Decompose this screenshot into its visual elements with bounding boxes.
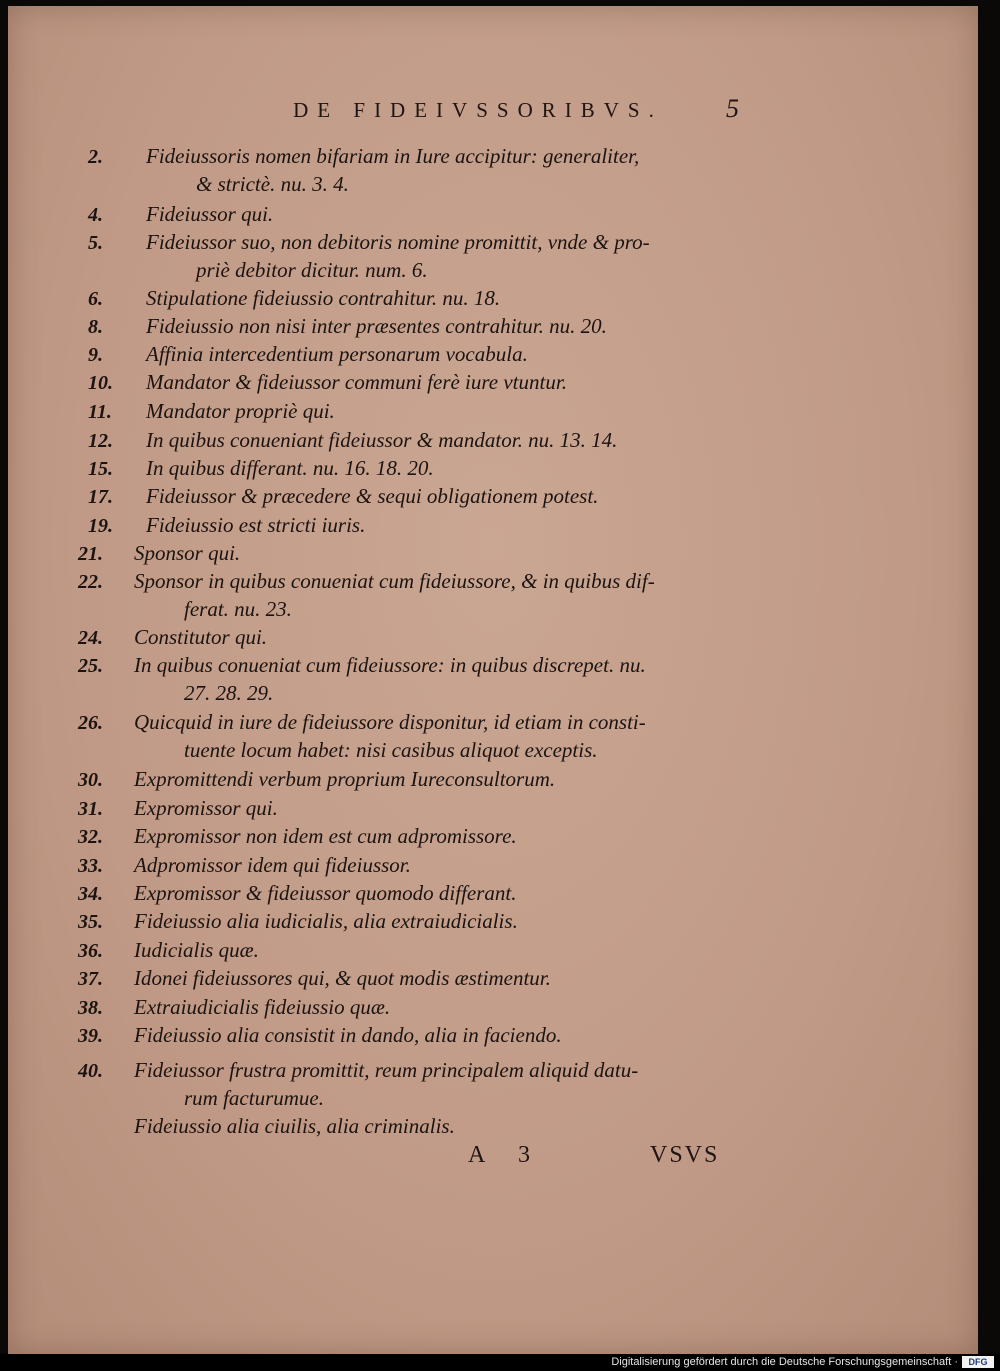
entry-text: Iudicialis quæ. [134,938,259,962]
footer-credit: Digitalisierung gefördert durch die Deutsche Forschungsgemeinschaft · [611,1356,958,1368]
entry-number: 21. [78,543,103,565]
entry-text: In quibus conueniant fideiussor & mandator. nu. 13. 14. [146,428,618,452]
entry-number: 40. [78,1060,103,1082]
entry-text: In quibus conueniat cum fideiussore: in quibus discrepet. nu. [134,653,646,677]
entry-number: 33. [78,855,103,877]
entry-text: Fideiussoris nomen bifariam in Iure accipitur: generaliter, [146,144,640,168]
entry-number: 35. [78,911,103,933]
entry-number: 38. [78,997,103,1019]
book-page [8,6,978,1354]
entry-number: 12. [88,430,113,452]
entry-number: 34. [78,883,103,905]
digitization-footer [0,1354,1000,1371]
entry-continuation: & strictè. nu. 3. 4. [196,172,349,196]
entry-number: 4. [88,204,103,226]
entry-text: Expromissor & fideiussor quomodo differant. [134,881,517,905]
entry-number: 17. [88,486,113,508]
entry-text: Fideiussio alia consistit in dando, alia in faciendo. [134,1023,562,1047]
entry-text: In quibus differant. nu. 16. 18. 20. [146,456,434,480]
entry-continuation: tuente locum habet: nisi casibus aliquot exceptis. [184,738,598,762]
entry-text: Sponsor in quibus conueniat cum fideiussore, & in quibus dif- [134,569,655,593]
entry-text: Fideiussio alia ciuilis, alia criminalis. [134,1114,455,1138]
entry-number: 24. [78,627,103,649]
entry-number: 15. [88,458,113,480]
entry-text: Idonei fideiussores qui, & quot modis æstimentur. [134,966,551,990]
entry-number: 10. [88,372,113,394]
entry-text: Fideiussio est stricti iuris. [146,513,366,537]
entry-continuation: ferat. nu. 23. [184,597,292,621]
entry-number: 8. [88,316,103,338]
entry-number: 25. [78,655,103,677]
entry-number: 39. [78,1025,103,1047]
entry-text: Constitutor qui. [134,625,268,649]
entry-text: Sponsor qui. [134,541,241,565]
entry-number: 22. [78,571,103,593]
entry-number: 31. [78,798,103,820]
entry-text: Expromissor non idem est cum adpromissore. [134,824,517,848]
entry-number: 6. [88,288,103,310]
entry-text: Fideiussio non nisi inter præsentes contrahitur. nu. 20. [146,314,607,338]
entry-number: 19. [88,515,113,537]
entry-number: 9. [88,344,103,366]
page-number: 5 [726,94,739,123]
entry-number: 30. [78,769,103,791]
entry-text: Fideiussio alia iudicialis, alia extraiudicialis. [134,909,518,933]
dfg-logo-icon: DFG [962,1356,994,1368]
entry-text: Stipulatione fideiussio contrahitur. nu. 18. [146,286,501,310]
entry-text: Mandator & fideiussor communi ferè iure vtuntur. [146,370,567,394]
signature-number: 3 [518,1142,530,1168]
entry-number: 5. [88,232,103,254]
entry-number: 37. [78,968,103,990]
catchword: VSVS [650,1142,720,1168]
entry-text: Fideiussor frustra promittit, reum principalem aliquid datu- [134,1058,639,1082]
entry-continuation: priè debitor dicitur. num. 6. [196,258,428,282]
entry-continuation: rum facturumue. [184,1086,324,1110]
entry-text: Expromissor qui. [134,796,278,820]
entry-text: Mandator propriè qui. [146,399,335,423]
entry-text: Expromittendi verbum proprium Iureconsultorum. [134,767,556,791]
entry-text: Fideiussor qui. [146,202,274,226]
entry-continuation: 27. 28. 29. [184,681,274,705]
running-title: DE FIDEIVSSORIBVS. [293,98,663,122]
entry-text: Fideiussor & præcedere & sequi obligationem potest. [146,484,599,508]
entry-text: Extraiudicialis fideiussio quæ. [134,995,391,1019]
entry-text: Quicquid in iure de fideiussore disponitur, id etiam in consti- [134,710,646,734]
entry-text: Adpromissor idem qui fideiussor. [134,853,411,877]
entry-number: 26. [78,712,103,734]
entry-text: Fideiussor suo, non debitoris nomine promittit, vnde & pro- [146,230,650,254]
entry-number: 32. [78,826,103,848]
entry-number: 36. [78,940,103,962]
entry-number: 11. [88,401,112,423]
signature-letter: A [468,1142,486,1168]
entry-text: Affinia intercedentium personarum vocabula. [146,342,528,366]
entry-number: 2. [88,146,103,168]
